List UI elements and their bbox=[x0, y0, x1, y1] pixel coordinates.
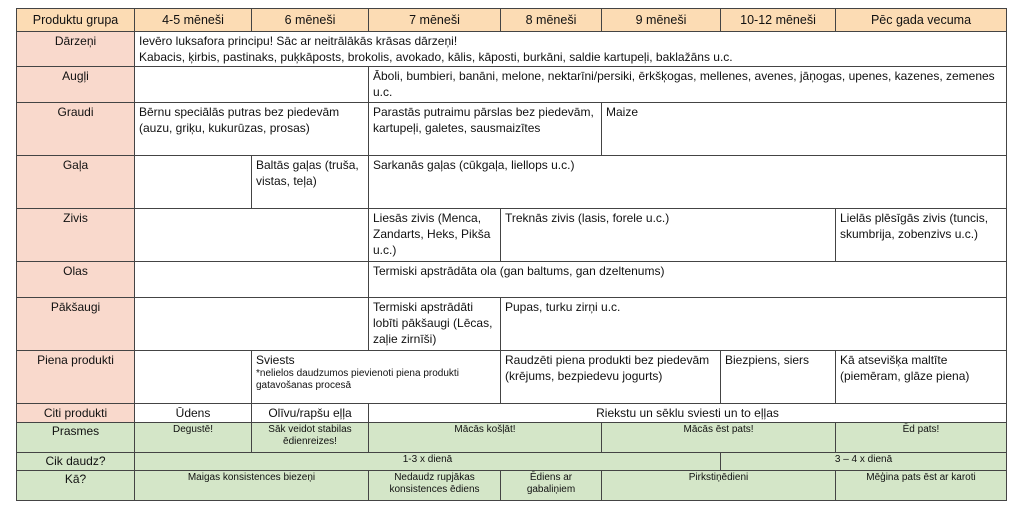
row-gala bbox=[17, 156, 1007, 209]
label-augli: Augļi bbox=[17, 67, 135, 103]
header-col-10-12: 10-12 mēneši bbox=[721, 9, 836, 32]
label-darzeni: Dārzeņi bbox=[17, 32, 135, 67]
piens-separate-meal: Kā atsevišķa maltīte (piemēram, glāze piena) bbox=[836, 351, 1007, 404]
zivis-predatory-fish: Lielās plēsīgās zivis (tuncis, skumbrija, zobenzivs u.c.) bbox=[836, 209, 1007, 262]
citi-water: Ūdens bbox=[135, 404, 252, 423]
piens-butter-note: *nelielos daudzumos pievienoti piena produkti gatavošanas procesā bbox=[256, 368, 459, 391]
row-daudz bbox=[17, 453, 1007, 471]
ka-coarser: Nedaudz rupjākas konsistences ēdiens bbox=[369, 471, 501, 501]
olas-empty bbox=[135, 262, 369, 298]
label-piens: Piena produkti bbox=[17, 351, 135, 404]
label-prasmes: Prasmes bbox=[17, 423, 135, 453]
ka-spoon: Mēģina pats ēst ar karoti bbox=[836, 471, 1007, 501]
label-olas: Olas bbox=[17, 262, 135, 298]
prasmes-eats-self: Ēd pats! bbox=[836, 423, 1007, 453]
row-citi bbox=[17, 404, 1007, 423]
header-row bbox=[17, 9, 1007, 32]
header-col-9: 9 mēneši bbox=[602, 9, 721, 32]
gala-red-meat: Sarkanās gaļas (cūkgaļa, liellops u.c.) bbox=[369, 156, 1007, 209]
label-zivis: Zivis bbox=[17, 209, 135, 262]
header-col-6: 6 mēneši bbox=[252, 9, 369, 32]
citi-nut-butters: Riekstu un sēklu sviesti un to eļļas bbox=[369, 404, 1007, 423]
label-daudz: Cik daudz? bbox=[17, 453, 135, 471]
olas-text: Termiski apstrādāta ola (gan baltums, gan dzeltenums) bbox=[369, 262, 1007, 298]
piens-fermented: Raudzēti piena produkti bez piedevām (krējums, bezpiedevu jogurts) bbox=[501, 351, 721, 404]
zivis-lean-fish: Liesās zivis (Menca, Zandarts, Heks, Pikša u.c.) bbox=[369, 209, 501, 262]
graudi-bread: Maize bbox=[602, 103, 1007, 156]
darzeni-line-2: Kabacis, ķirbis, pastinaks, puķkāposts, brokolis, avokado, kālis, kāposti, burkāni, saldie kartupeļi, baklažāns u.c. bbox=[139, 50, 733, 64]
graudi-regular-flakes: Parastās putraimu pārslas bez piedevām, kartupeļi, galetes, sausmaizītes bbox=[369, 103, 602, 156]
citi-oil: Olīvu/rapšu eļļa bbox=[252, 404, 369, 423]
daudz-1-3: 1-3 x dienā bbox=[135, 453, 721, 471]
paksaugi-lentils: Termiski apstrādāti lobīti pākšaugi (Lēcas, zaļie zirnīši) bbox=[369, 298, 501, 351]
paksaugi-empty bbox=[135, 298, 369, 351]
label-paksaugi: Pākšaugi bbox=[17, 298, 135, 351]
baby-nutrition-table bbox=[16, 8, 1007, 501]
header-group: Produktu grupa bbox=[17, 9, 135, 32]
paksaugi-beans: Pupas, turku zirņi u.c. bbox=[501, 298, 1007, 351]
row-graudi bbox=[17, 103, 1007, 156]
header-col-8: 8 mēneši bbox=[501, 9, 602, 32]
prasmes-stable-meals: Sāk veidot stabilas ēdienreizes! bbox=[252, 423, 369, 453]
ka-chunks: Ēdiens ar gabaliņiem bbox=[501, 471, 602, 501]
header-col-7: 7 mēneši bbox=[369, 9, 501, 32]
label-gala: Gaļa bbox=[17, 156, 135, 209]
augli-empty bbox=[135, 67, 369, 103]
augli-text: Āboli, bumbieri, banāni, melone, nektarīni/persiki, ērkšķogas, mellenes, avenes, jāņogas, upenes, kazenes, zemenes u.c. bbox=[369, 67, 1007, 103]
ka-puree: Maigas konsistences biezeņi bbox=[135, 471, 369, 501]
row-piens bbox=[17, 351, 1007, 404]
piens-butter-title: Sviests bbox=[256, 353, 295, 367]
piens-butter bbox=[252, 351, 501, 404]
label-ka: Kā? bbox=[17, 471, 135, 501]
label-graudi: Graudi bbox=[17, 103, 135, 156]
piens-cottage-cheese: Biezpiens, siers bbox=[721, 351, 836, 404]
header-col-4-5: 4-5 mēneši bbox=[135, 9, 252, 32]
daudz-3-4: 3 – 4 x dienā bbox=[721, 453, 1007, 471]
zivis-empty bbox=[135, 209, 369, 262]
prasmes-eat-self: Mācās ēst pats! bbox=[602, 423, 836, 453]
row-olas bbox=[17, 262, 1007, 298]
zivis-fatty-fish: Treknās zivis (lasis, forele u.c.) bbox=[501, 209, 836, 262]
row-augli bbox=[17, 67, 1007, 103]
darzeni-line-1: Ievēro luksafora principu! Sāc ar neitrālākās krāsas dārzeņi! bbox=[139, 34, 458, 48]
row-ka bbox=[17, 471, 1007, 501]
row-prasmes bbox=[17, 423, 1007, 453]
row-darzeni bbox=[17, 32, 1007, 67]
darzeni-text bbox=[135, 32, 1007, 67]
prasmes-taste: Degustē! bbox=[135, 423, 252, 453]
row-paksaugi bbox=[17, 298, 1007, 351]
piens-empty bbox=[135, 351, 252, 404]
nutrition-table-container bbox=[16, 8, 1006, 501]
gala-empty bbox=[135, 156, 252, 209]
prasmes-chew: Mācās košļāt! bbox=[369, 423, 602, 453]
label-citi: Citi produkti bbox=[17, 404, 135, 423]
ka-finger-food: Pirkstiņēdieni bbox=[602, 471, 836, 501]
gala-white-meat: Baltās gaļas (truša, vistas, teļa) bbox=[252, 156, 369, 209]
header-col-after-year: Pēc gada vecuma bbox=[836, 9, 1007, 32]
graudi-special-porridge: Bērnu speciālās putras bez piedevām (auzu, griķu, kukurūzas, prosas) bbox=[135, 103, 369, 156]
row-zivis bbox=[17, 209, 1007, 262]
